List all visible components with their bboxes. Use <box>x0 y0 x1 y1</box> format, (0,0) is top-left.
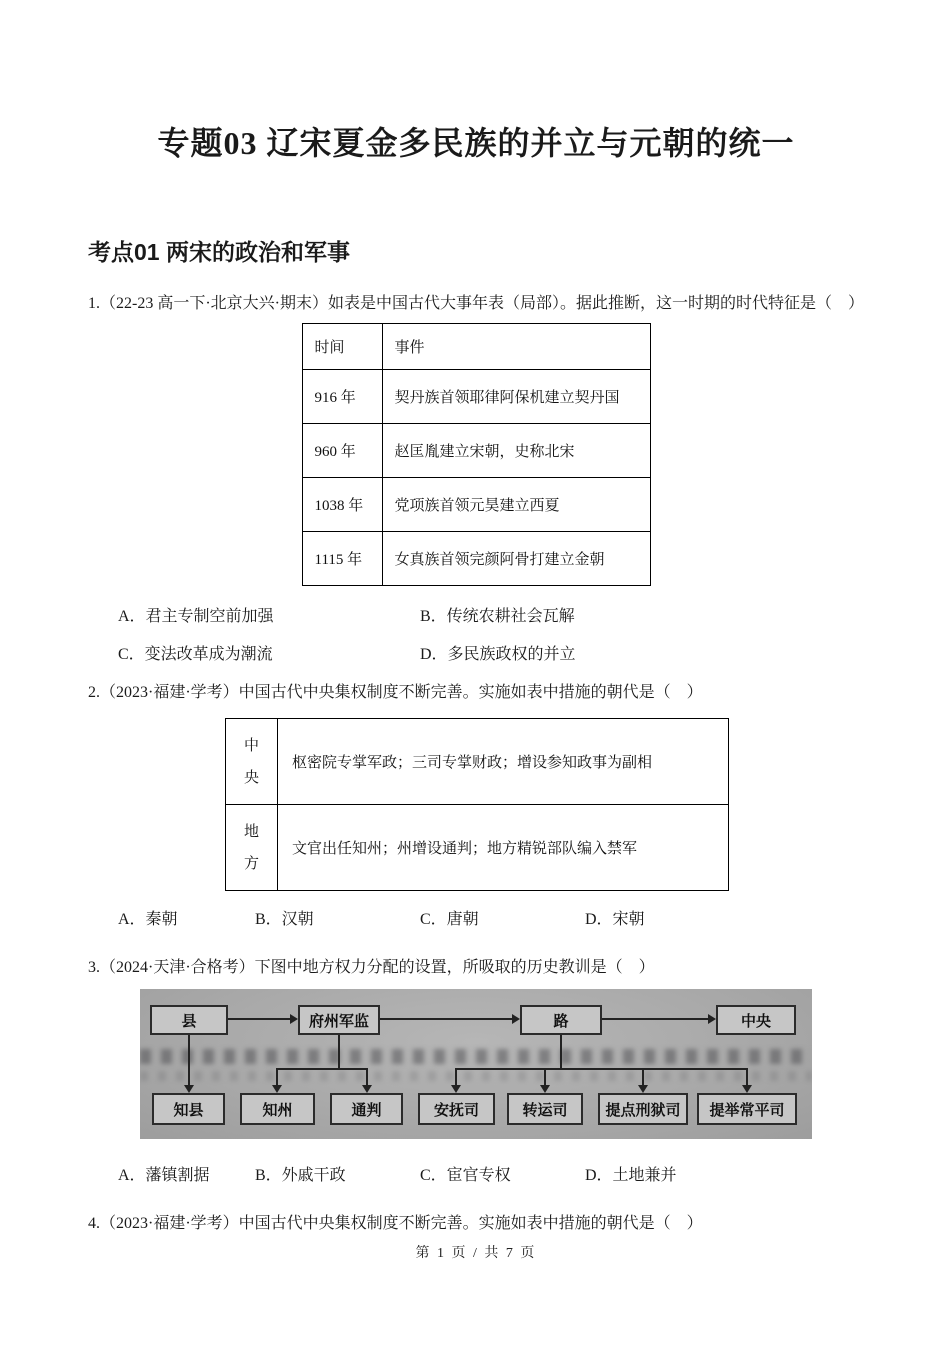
connector-line <box>276 1069 278 1085</box>
diagram-box-circuit: 路 <box>520 1005 602 1035</box>
diagram-box-prefect: 知州 <box>240 1093 315 1125</box>
arrowhead-down-icon <box>362 1085 372 1093</box>
option-a: A．君主专制空前加强 <box>118 608 274 625</box>
table-row <box>302 532 650 586</box>
page-bleedthrough-smudge <box>140 1071 812 1081</box>
arrowhead-right-icon <box>512 1014 520 1024</box>
connector-line <box>228 1018 290 1020</box>
arrowhead-down-icon <box>742 1085 752 1093</box>
table-cell-central-measures: 枢密院专掌军政；三司专掌财政；增设参知政事为副相 <box>278 719 729 805</box>
connector-line <box>188 1035 190 1085</box>
table-row <box>226 805 729 891</box>
connector-line <box>338 1035 340 1069</box>
section-heading: 考点01 两宋的政治和军事 <box>88 239 350 265</box>
arrowhead-down-icon <box>638 1085 648 1093</box>
vertical-label: 地方 <box>243 823 259 872</box>
option-a: A．秦朝 <box>118 911 178 928</box>
option-c: C．变法改革成为潮流 <box>118 646 273 663</box>
table-cell-event: 女真族首领完颜阿骨打建立金朝 <box>382 532 650 586</box>
document-title: 专题03 辽宋夏金多民族的并立与元朝的统一 <box>157 125 795 161</box>
table-row <box>302 478 650 532</box>
table-cell-event: 契丹族首领耶律阿保机建立契丹国 <box>382 370 650 424</box>
table-cell-central-label <box>226 719 278 805</box>
diagram-box-central: 中央 <box>716 1005 796 1035</box>
question-4-stem: 4.（2023·福建·学考）中国古代中央集权制度不断完善。实施如表中措施的朝代是（ ） <box>88 1215 703 1232</box>
question-2-options <box>88 909 864 931</box>
question-3-diagram <box>140 989 812 1139</box>
table-header-event: 事件 <box>382 324 650 370</box>
table-header-time: 时间 <box>302 324 382 370</box>
question-1-options-line-1 <box>88 606 864 628</box>
option-a: A．藩镇割据 <box>118 1167 210 1184</box>
page-bleedthrough-smudge <box>140 1049 812 1064</box>
arrowhead-down-icon <box>451 1085 461 1093</box>
diagram-box-controller-general: 通判 <box>330 1093 403 1125</box>
option-b: B．汉朝 <box>255 911 314 928</box>
diagram-box-pacification: 安抚司 <box>418 1093 495 1125</box>
diagram-box-judicial: 提点刑狱司 <box>598 1093 688 1125</box>
table-header-row <box>302 324 650 370</box>
question-1-stem: 1.（22-23 高一下·北京大兴·期末）如表是中国古代大事年表（局部）。据此推断，这一时期的时代特征是（ ） <box>88 295 864 312</box>
question-1-table <box>302 323 651 586</box>
arrowhead-down-icon <box>272 1085 282 1093</box>
table-cell-year: 960 年 <box>302 424 382 478</box>
connector-line <box>746 1069 748 1085</box>
diagram-box-ever-normal: 提举常平司 <box>697 1093 797 1125</box>
option-d: D．多民族政权的并立 <box>420 646 576 663</box>
table-cell-local-label <box>226 805 278 891</box>
diagram-box-fiscal: 转运司 <box>507 1093 583 1125</box>
connector-line <box>276 1068 368 1070</box>
question-3-options <box>88 1165 864 1187</box>
connector-line <box>544 1069 546 1085</box>
option-b: B．外戚干政 <box>255 1167 346 1184</box>
connector-line <box>455 1069 457 1085</box>
table-cell-year: 916 年 <box>302 370 382 424</box>
diagram-box-county-magistrate: 知县 <box>152 1093 225 1125</box>
page-footer: 第 1 页 / 共 7 页 <box>415 1246 537 1261</box>
option-b: B．传统农耕社会瓦解 <box>420 608 575 625</box>
connector-line <box>602 1018 708 1020</box>
connector-line <box>560 1035 562 1069</box>
option-c: C．宦官专权 <box>420 1167 511 1184</box>
vertical-label: 中央 <box>243 737 259 786</box>
connector-line <box>366 1069 368 1085</box>
question-2-stem: 2.（2023·福建·学考）中国古代中央集权制度不断完善。实施如表中措施的朝代是（ ） <box>88 684 703 701</box>
diagram-box-prefecture: 府州军监 <box>298 1005 380 1035</box>
question-3-stem: 3.（2024·天津·合格考）下图中地方权力分配的设置，所吸取的历史教训是（ ） <box>88 959 655 976</box>
table-row <box>302 370 650 424</box>
diagram-box-county: 县 <box>150 1005 228 1035</box>
page-content <box>0 118 952 1235</box>
connector-line <box>380 1018 512 1020</box>
question-1-options-line-2 <box>88 644 864 666</box>
table-cell-year: 1038 年 <box>302 478 382 532</box>
arrowhead-down-icon <box>184 1085 194 1093</box>
table-row <box>226 719 729 805</box>
connector-line <box>455 1068 748 1070</box>
table-cell-event: 赵匡胤建立宋朝，史称北宋 <box>382 424 650 478</box>
table-row <box>302 424 650 478</box>
connector-line <box>642 1069 644 1085</box>
option-d: D．宋朝 <box>585 911 645 928</box>
table-cell-event: 党项族首领元昊建立西夏 <box>382 478 650 532</box>
arrowhead-right-icon <box>708 1014 716 1024</box>
table-cell-local-measures: 文官出任知州；州增设通判；地方精锐部队编入禁军 <box>278 805 729 891</box>
option-c: C．唐朝 <box>420 911 479 928</box>
arrowhead-right-icon <box>290 1014 298 1024</box>
table-cell-year: 1115 年 <box>302 532 382 586</box>
question-2-table <box>225 718 729 891</box>
arrowhead-down-icon <box>540 1085 550 1093</box>
option-d: D．土地兼并 <box>585 1167 677 1184</box>
